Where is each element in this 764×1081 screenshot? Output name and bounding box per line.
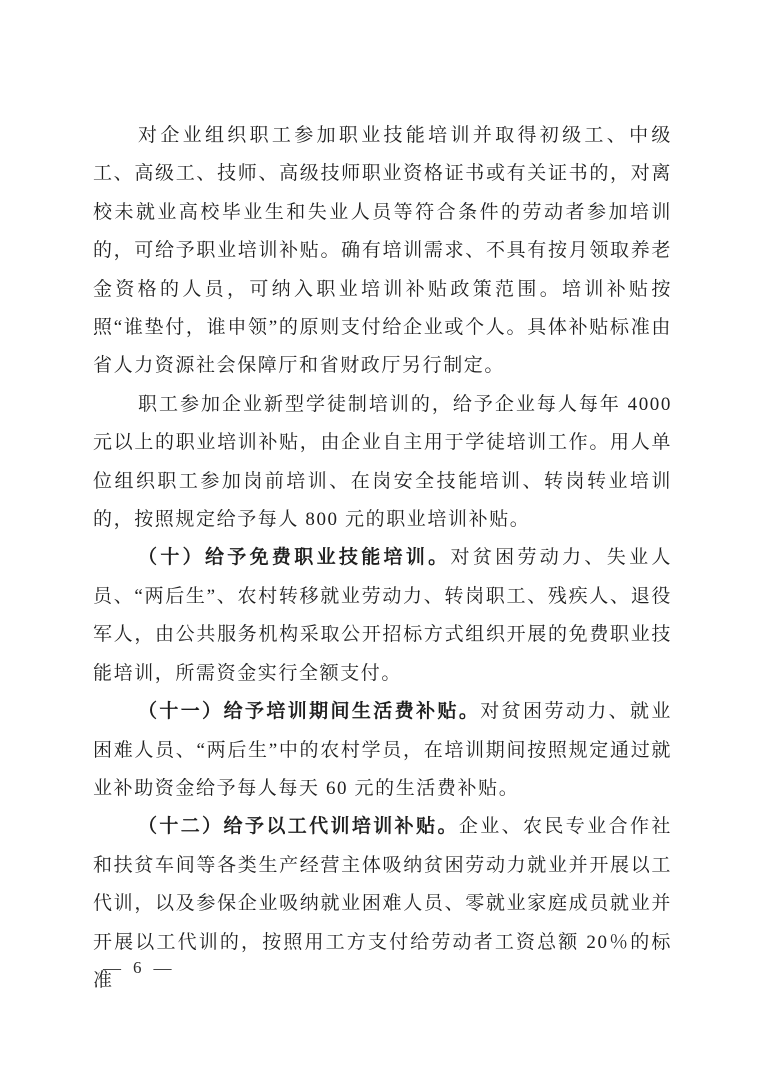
footer-left-dash: — [103, 957, 121, 978]
paragraph-2-text: 职工参加企业新型学徒制培训的，给予企业每人每年 4000 元以上的职业培训补贴，由企业自主用于学徒培训工作。用人单位组织职工参加岗前培训、在岗安全技能培训、转岗转业培训的，按照规定给予每人 800 元的职业培训补贴。 [93, 393, 672, 531]
paragraph-item-11-heading: （十一）给予培训期间生活费补贴。 [138, 701, 481, 723]
paragraph-2 [93, 386, 672, 540]
page-number: 6 [133, 958, 142, 977]
page-footer [103, 953, 172, 983]
paragraph-item-12-text: 企业、农民专业合作社和扶贫车间等各类生产经营主体吸纳贫困劳动力就业并开展以工代训，以及参保企业吸纳就业困难人员、零就业家庭成员就业并开展以工代训的，按照用工方支付给劳动者工资总额 20％的标准 [93, 816, 672, 991]
document-body [93, 117, 672, 1000]
paragraph-item-12 [93, 808, 672, 1000]
paragraph-item-12-heading: （十二）给予以工代训培训补贴。 [138, 816, 459, 838]
paragraph-item-10 [93, 539, 672, 693]
footer-right-dash: — [153, 957, 172, 978]
paragraph-item-10-heading: （十）给予免费职业技能培训。 [138, 547, 451, 569]
paragraph-1 [93, 117, 672, 386]
paragraph-item-11 [93, 693, 672, 808]
paragraph-1-text: 对企业组织职工参加职业技能培训并取得初级工、中级工、高级工、技师、高级技师职业资格证书或有关证书的，对离校未就业高校毕业生和失业人员等符合条件的劳动者参加培训的，可给予职业培训补贴。确有培训需求、不具有按月领取养老金资格的人员，可纳入职业培训补贴政策范围。培训补贴按照“谁垫付，谁申领”的原则支付给企业或个人。具体补贴标准由省人力资源社会保障厅和省财政厅另行制定。 [93, 125, 672, 377]
paragraph-item-11-text: 对贫困劳动力、就业困难人员、“两后生”中的农村学员，在培训期间按照规定通过就业补助资金给予每人每天 60 元的生活费补贴。 [93, 701, 672, 799]
paragraph-item-10-text: 对贫困劳动力、失业人员、“两后生”、农村转移就业劳动力、转岗职工、残疾人、退役军人，由公共服务机构采取公开招标方式组织开展的免费职业技能培训，所需资金实行全额支付。 [93, 547, 672, 684]
